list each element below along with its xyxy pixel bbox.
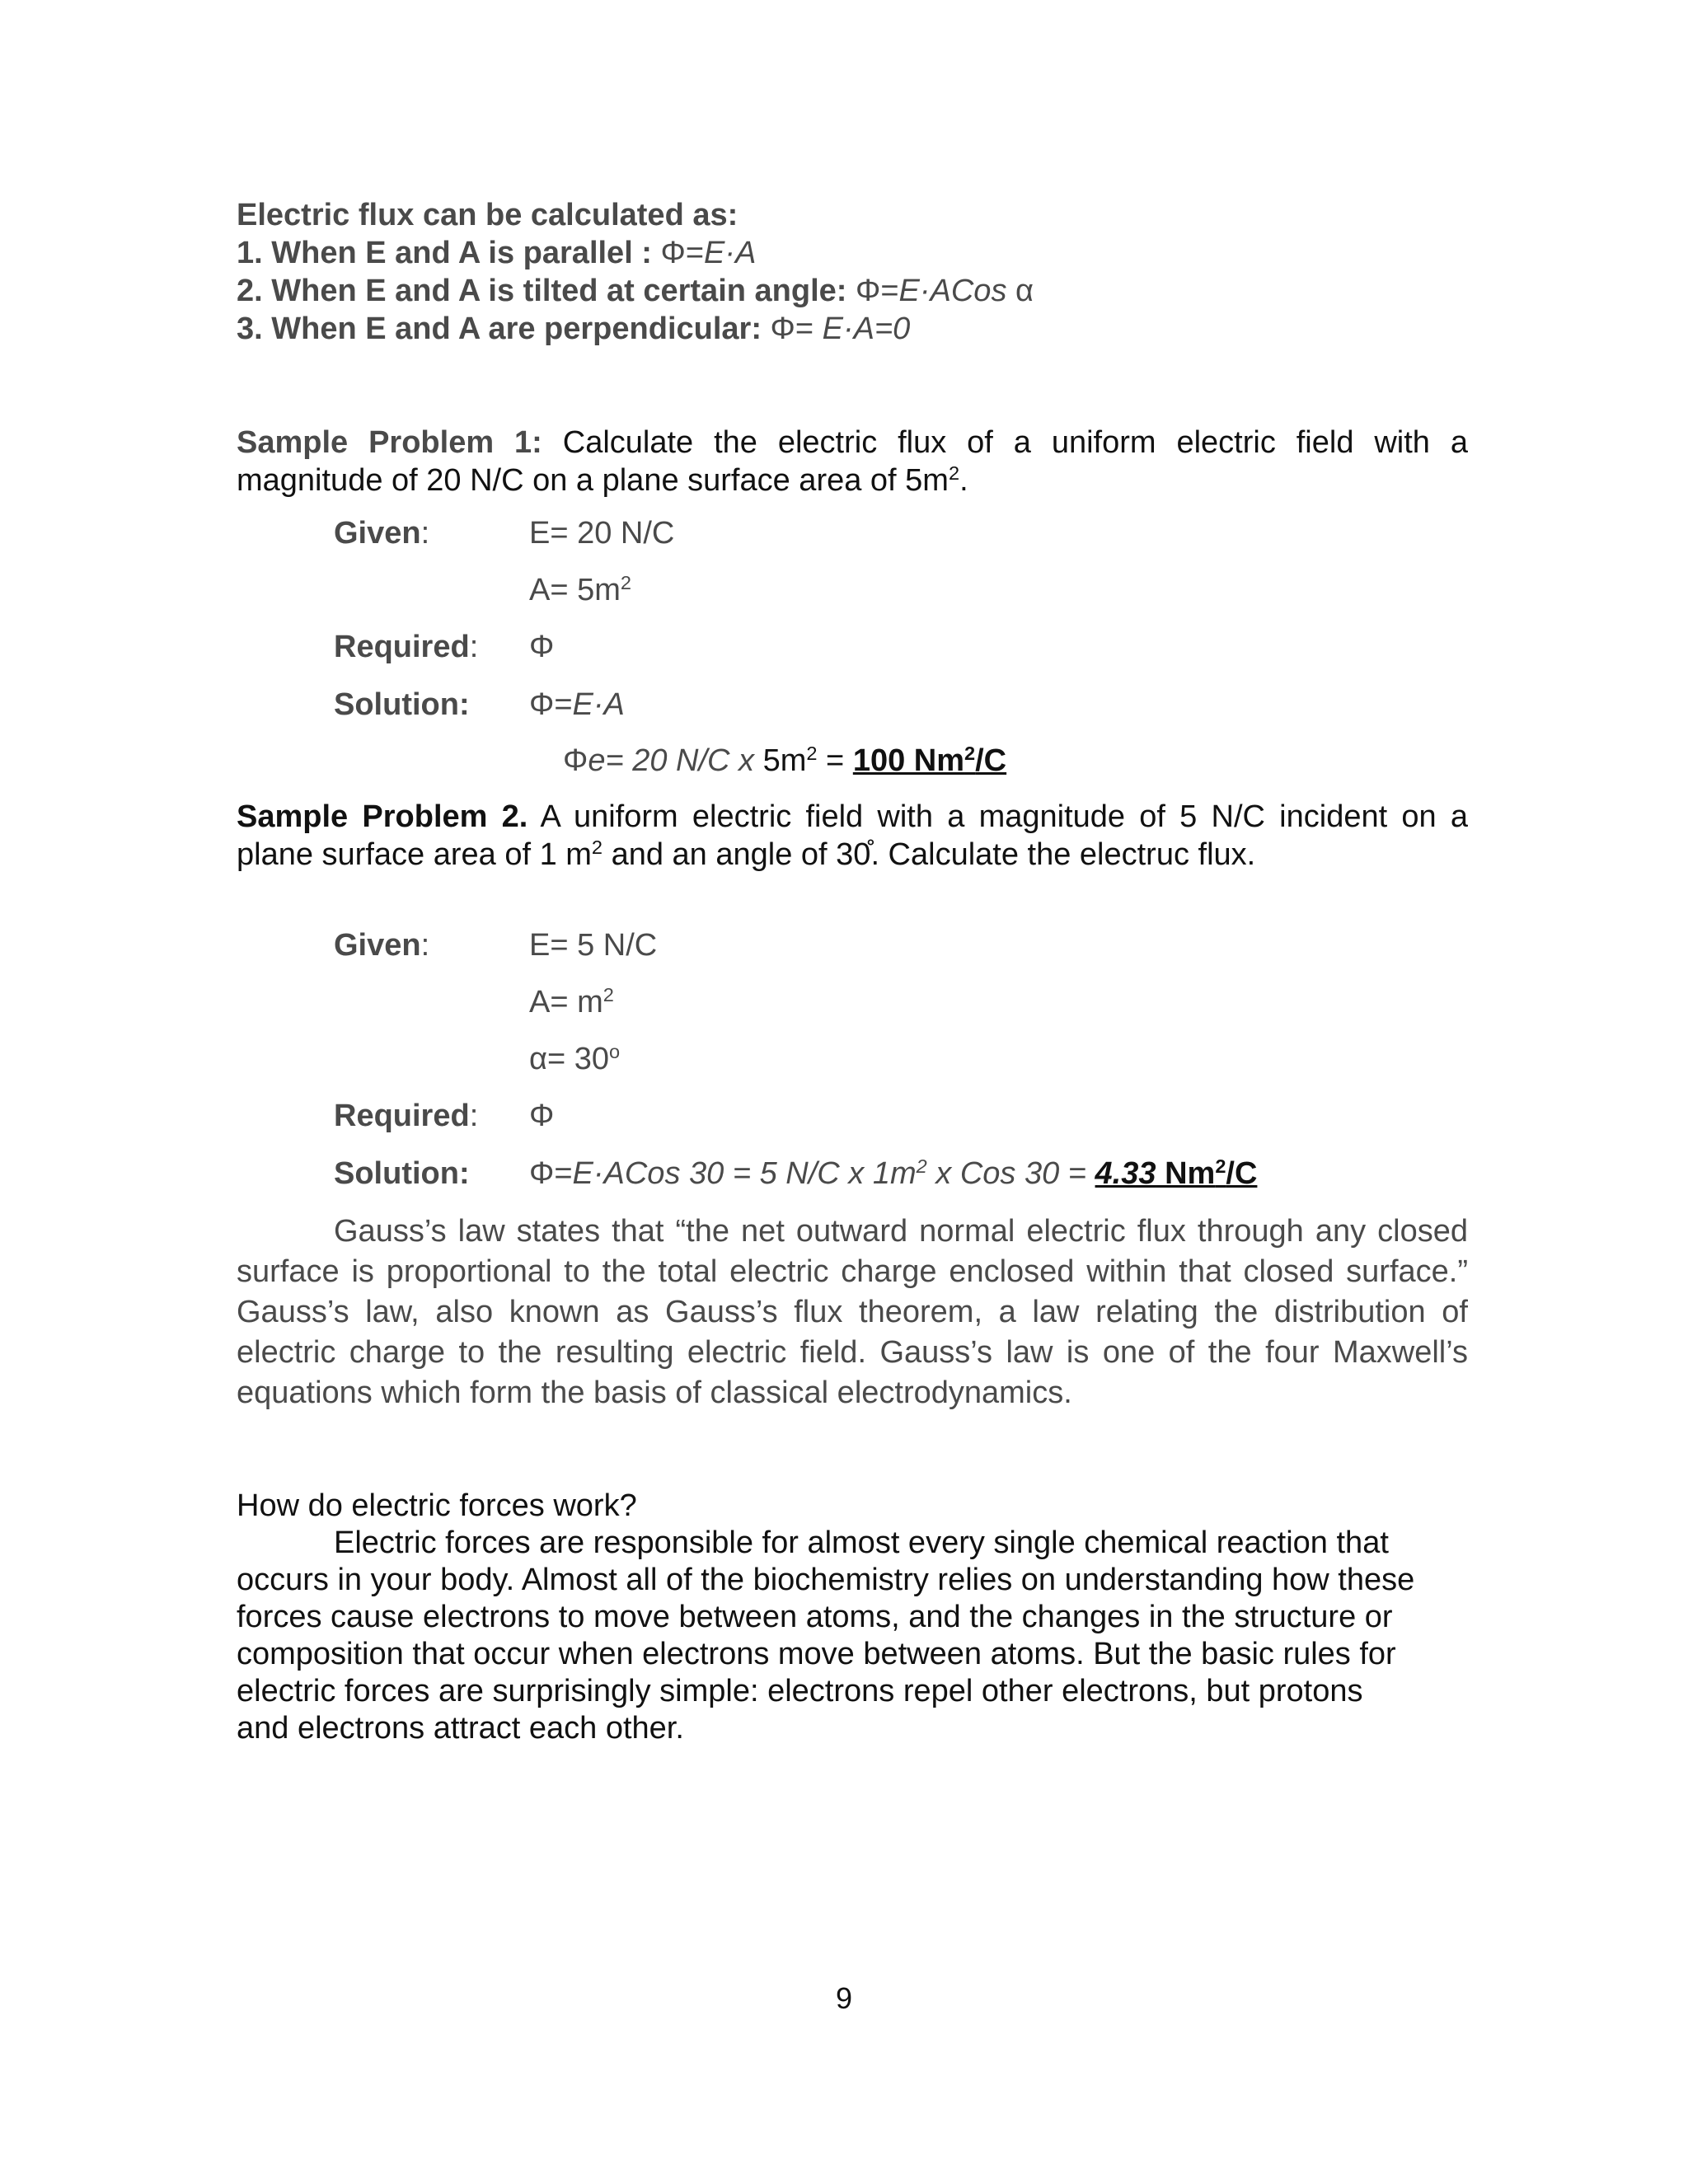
problem2-statement: Sample Problem 2. A uniform electric field with a magnitude of 5 N/C incident on a plane surface area of 1 $m^2$ and an angle of 30. Calculate the electruc flux.	[237, 799, 1469, 872]
problem1-required-label: Required:	[334, 630, 479, 664]
problem2-required-label: Required:	[334, 1099, 479, 1133]
flux-heading: Electric flux can be calculated as:	[237, 198, 738, 232]
problem2-solution-formula: Φ=E·ACos 30 = 5 N/C x $1m^2$ x Cos 30 = 4.33 Nm$^2$/C	[529, 1155, 1258, 1191]
page-number: 9	[835, 1981, 853, 2015]
problem1-solution-label: Solution:	[334, 687, 470, 722]
problem2-required-value: Φ	[529, 1099, 555, 1133]
problem1-solution-formula: Φ=E·A	[529, 687, 625, 722]
problem2-given-label: Given:	[334, 928, 430, 963]
problem1-given-label: Given:	[334, 516, 430, 551]
problem1-statement: Sample Problem 1: Calculate the electric flux of a uniform electric field with a magnitude of 20 N/C on a plane surface area of $5m^2$.	[237, 425, 1468, 498]
forces-line-5: electric forces are surprisingly simple: electrons repel other electrons, but protons	[237, 1674, 1363, 1708]
forces-line-3: forces cause electrons to move between atoms, and the changes in the structure or	[237, 1600, 1393, 1634]
flux-case-parallel: 1. When E and A is parallel : Φ=E·A	[237, 236, 757, 270]
forces-question: How do electric forces work?	[237, 1488, 637, 1523]
problem2-given-alpha: $\alpha= 30^o$	[529, 1041, 621, 1076]
problem1-given-e: E= 20 N/C	[529, 516, 675, 551]
forces-line-1: Electric forces are responsible for almost every single chemical reaction that	[334, 1526, 1389, 1560]
problem1-required-value: Φ	[529, 630, 555, 664]
problem2-given-e: E= 5 N/C	[529, 928, 658, 963]
forces-line-4: composition that occur when electrons move between atoms. But the basic rules for	[237, 1637, 1396, 1671]
problem2-given-a: $A= m^2$	[529, 984, 614, 1019]
problem2-answer: 4.33 Nm$^2$/C	[1095, 1155, 1258, 1191]
problem1-calculation: Φe= 20 N/C x $5m^2 = 100$ Nm$^2$/C	[563, 743, 1007, 778]
flux-case-tilted: 2. When E and A is tilted at certain angle: Φ=E·ACos α	[237, 274, 1034, 308]
gauss-law-paragraph: Gauss’s law states that “the net outward normal electric flux through any closed surface is proportional to the total electric charge enclosed within that closed surface.” Gauss’s law, also known as Gauss’s flux theorem, a law relating the distribution of electric charge to the resulting electric field. Gauss’s law is one of the four Maxwell’s equations which form the basis of classical electrodynamics.	[237, 1214, 1468, 1410]
flux-case-perpendicular: 3. When E and A are perpendicular: Φ= E·A=0	[237, 312, 911, 346]
problem1-given-a: $A= 5m^2$	[529, 572, 631, 607]
forces-line-6: and electrons attract each other.	[237, 1711, 684, 1746]
problem2-solution-label: Solution:	[334, 1156, 470, 1191]
problem1-answer: 100 Nm$^2$/C	[852, 743, 1007, 778]
forces-line-2: occurs in your body. Almost all of the biochemistry relies on understanding how these	[237, 1563, 1415, 1597]
